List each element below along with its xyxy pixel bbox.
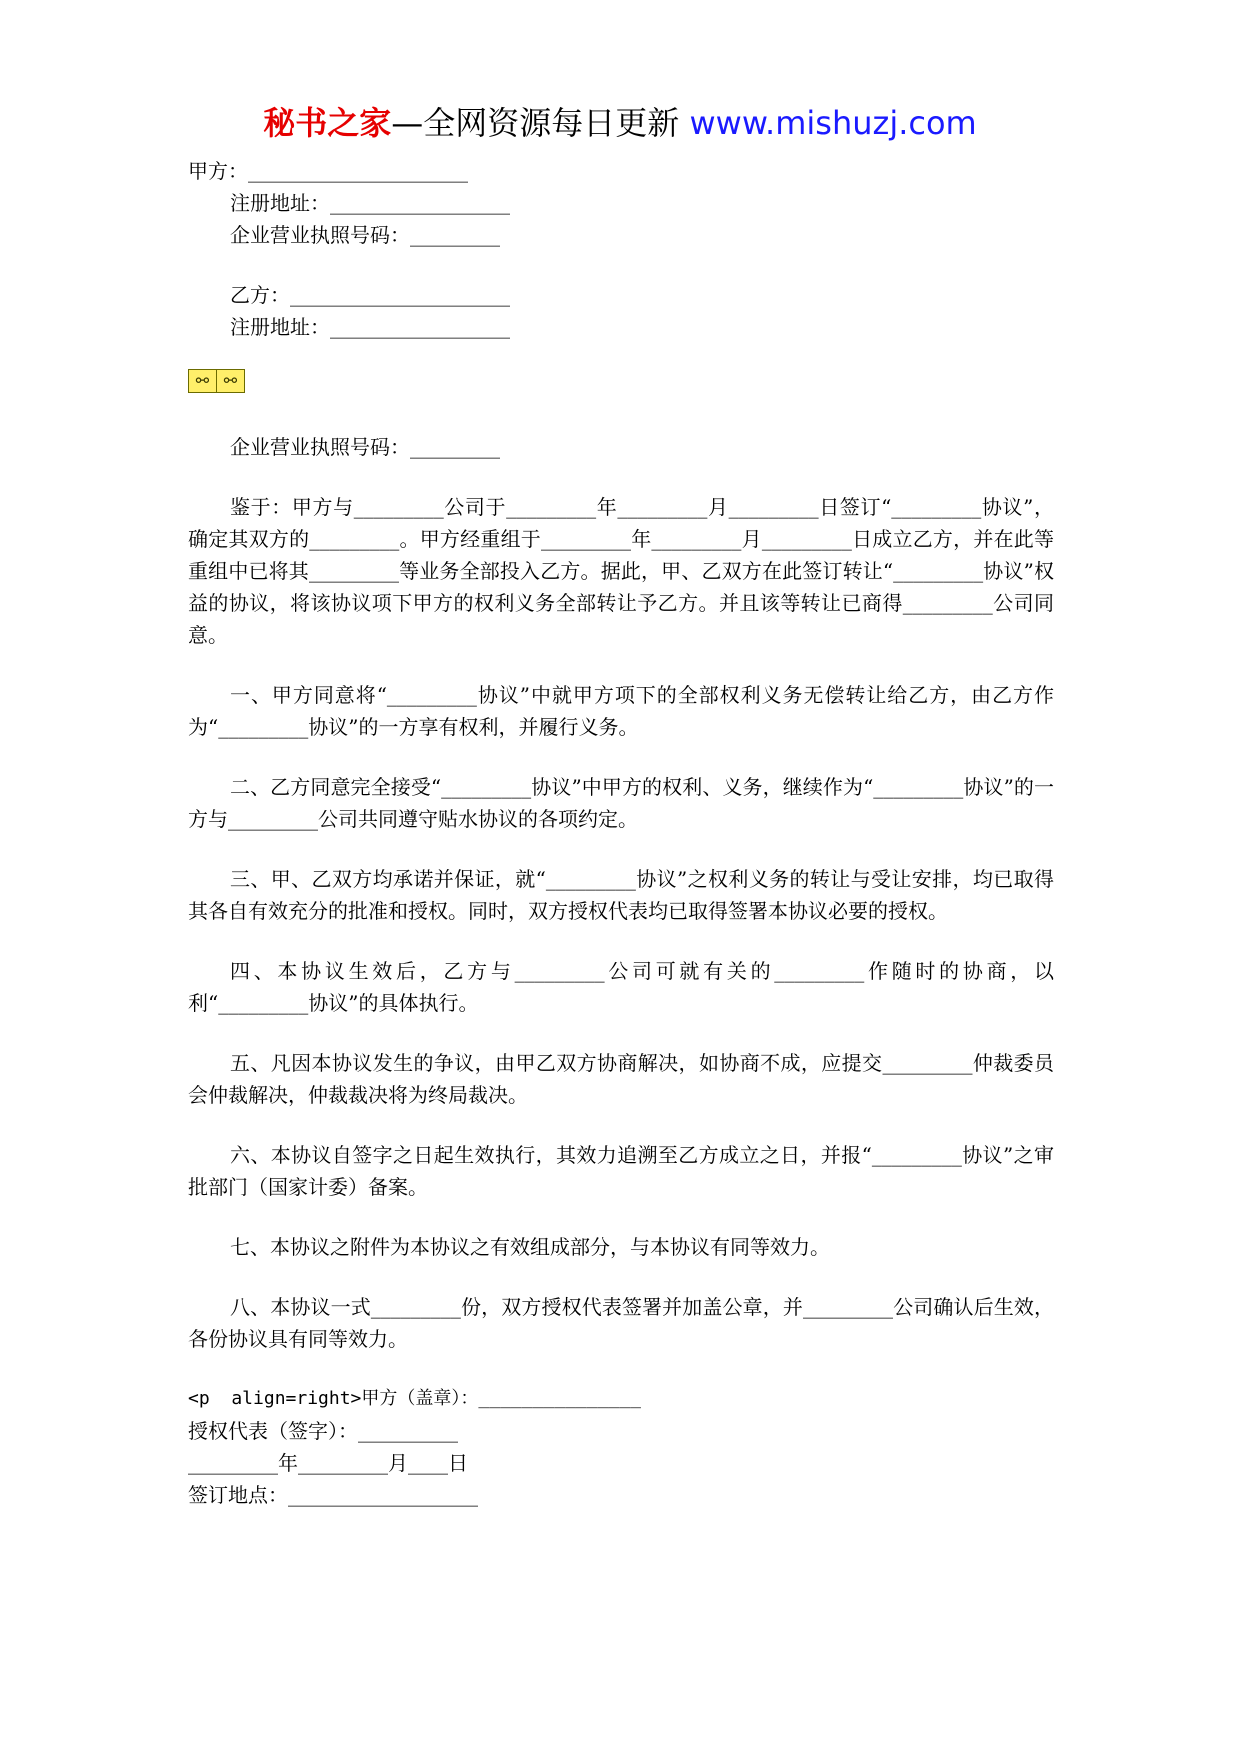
site-banner	[0, 100, 1240, 146]
clause-3: 三、甲、乙双方均承诺并保证，就“_________协议”之权利义务的转让与受让安排，均已取得其各自有效充分的批准和授权。同时，双方授权代表均已取得签署本协议必要的授权。	[188, 867, 1054, 923]
clause-6: 六、本协议自签字之日起生效执行，其效力追溯至乙方成立之日，并报“_________协议”之审批部门（国家计委）备案。	[188, 1143, 1054, 1199]
embedded-icons	[188, 343, 1054, 403]
signature-representative: 授权代表（签字）：__________	[188, 1419, 458, 1443]
party-a-license: 企业营业执照号码：_________	[230, 223, 500, 247]
clause-4: 四、本协议生效后，乙方与_________公司可就有关的_________作随时的协商，以利“_________协议”的具体执行。	[188, 959, 1054, 1015]
clause-7: 七、本协议之附件为本协议之有效组成部分，与本协议有同等效力。	[230, 1235, 830, 1259]
banner-url-link[interactable]: www.mishuzj.com	[689, 104, 977, 142]
party-b-label: 乙方：______________________	[230, 283, 510, 307]
party-a-label: 甲方：______________________	[188, 159, 468, 183]
preamble-paragraph: 鉴于：甲方与_________公司于_________年_________月_________日签订“_________协议”，确定其双方的_________。甲方经重组于_________年_________月_________日成立乙方，并在此等重组中已将其_________等业务全部投入乙方。据此，甲、乙双方在此签订转让“_________协议”权益的协议，将该协议项下甲方的权利义务全部转让予乙方。并且该等转让已商得_________公司同意。	[188, 495, 1054, 647]
clause-5: 五、凡因本协议发生的争议，由甲乙双方协商解决，如协商不成，应提交_________仲裁委员会仲裁解决，仲裁裁决将为终局裁决。	[188, 1051, 1054, 1107]
contract-body	[188, 155, 1054, 1511]
banner-brand: 秘书之家	[263, 104, 392, 142]
party-a-address: 注册地址：__________________	[230, 191, 510, 215]
banner-tagline: —全网资源每日更新	[391, 104, 690, 142]
clause-1: 一、甲方同意将“_________协议”中就甲方项下的全部权利义务无偿转让给乙方，由乙方作为“_________协议”的一方享有权利，并履行义务。	[188, 683, 1054, 739]
signature-party: <p align=right>甲方（盖章）：_______________	[188, 1388, 641, 1409]
signature-date: _________年_________月____日	[188, 1451, 468, 1475]
party-b-address: 注册地址：__________________	[230, 315, 510, 339]
party-b-license: 企业营业执照号码：_________	[230, 435, 500, 459]
chain-link-icon: ⚯	[189, 370, 217, 392]
chain-link-icon: ⚯	[223, 371, 238, 390]
clause-8: 八、本协议一式_________份，双方授权代表签署并加盖公章，并_________公司确认后生效，各份协议具有同等效力。	[188, 1295, 1054, 1351]
clause-2: 二、乙方同意完全接受“_________协议”中甲方的权利、义务，继续作为“_________协议”的一方与_________公司共同遵守贴水协议的各项约定。	[188, 775, 1054, 831]
link-icon-strip	[188, 369, 245, 393]
signature-place: 签订地点：___________________	[188, 1483, 478, 1507]
